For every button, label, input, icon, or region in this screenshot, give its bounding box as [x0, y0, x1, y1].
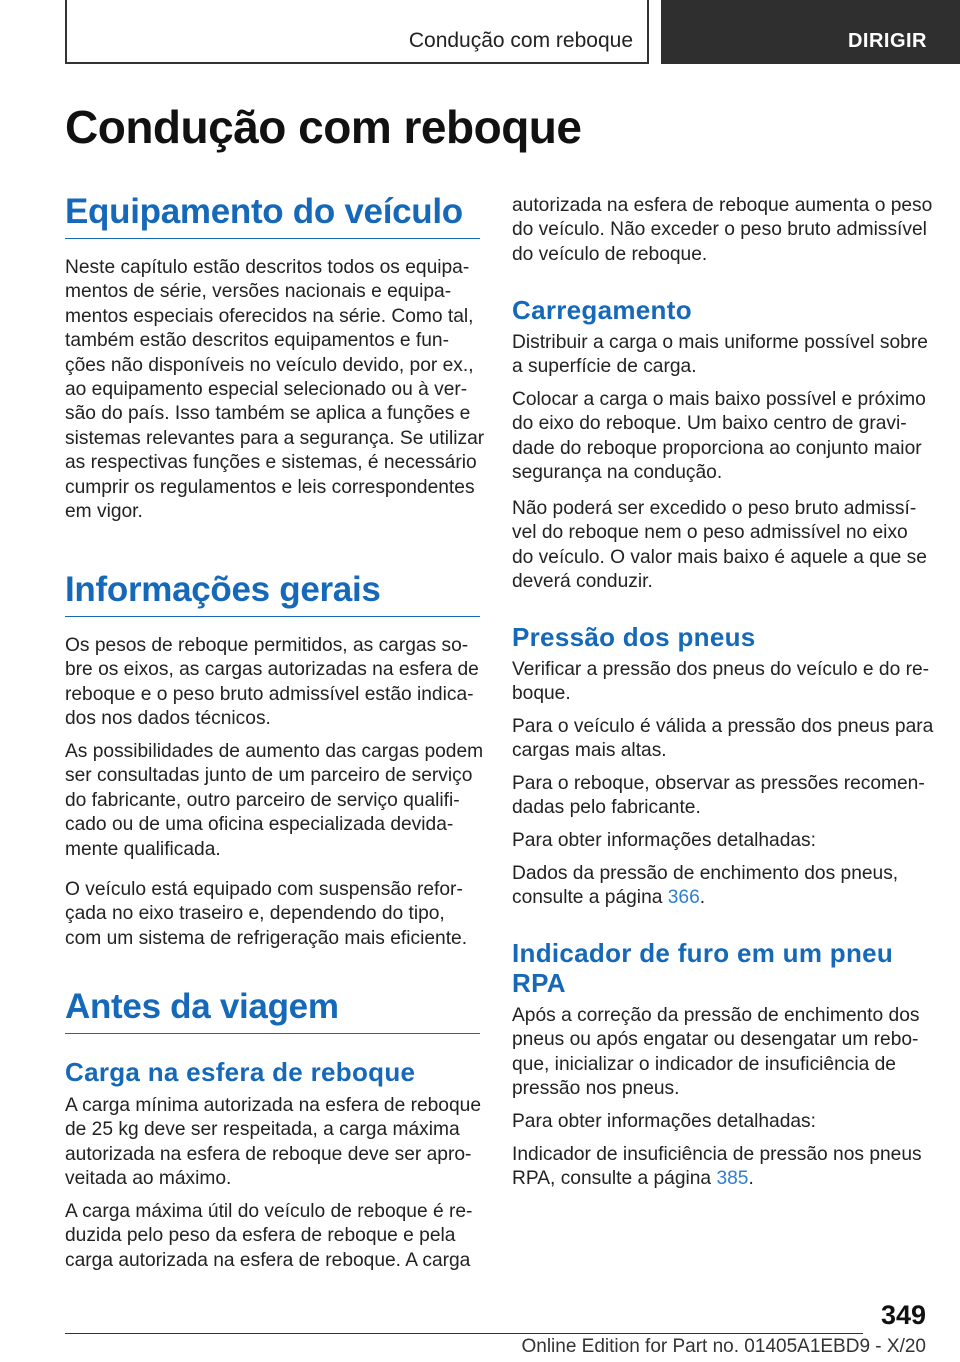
- text-line: Após a correção da pressão de enchimento dos: [512, 1005, 920, 1026]
- para-informacoes-2: [65, 740, 483, 862]
- text-line: carga autorizada na esfera de reboque. A carga: [65, 1249, 471, 1271]
- text-line: A carga mínima autorizada na esfera de reboque: [65, 1095, 481, 1116]
- heading-informacoes: Informações gerais: [65, 570, 480, 617]
- text-line: que, inicializar o indicador de insuficiência de: [512, 1053, 896, 1075]
- header-chapter-box: [65, 0, 649, 64]
- text-line: veitada ao máximo.: [65, 1168, 232, 1190]
- text-line: As possibilidades de aumento das cargas podem: [65, 741, 484, 762]
- text-line: dadas pelo fabricante.: [512, 797, 701, 819]
- text-line: vel do reboque nem o peso admissível no eixo: [512, 522, 908, 544]
- para-rpa-2: Para obter informações detalhadas:: [512, 1111, 816, 1132]
- text-line: cado ou de uma oficina especializada devida-: [65, 814, 454, 836]
- footer-edition: Online Edition for Part no. 01405A1EBD9 - X/20: [521, 1336, 926, 1357]
- para-rpa-3: Indicador de insuficiência de pressão nos pneus RPA, consulte a página 385.: [512, 1144, 922, 1190]
- para-continuation: [512, 194, 932, 267]
- para-carregamento-1: [512, 331, 928, 380]
- text-line: autorizada na esfera de reboque deve ser apro-: [65, 1143, 472, 1165]
- page-number: 349: [880, 1300, 926, 1330]
- text-line: cumprir os regulamentos e leis correspondentes: [65, 476, 475, 498]
- para-carga-2: [65, 1200, 472, 1273]
- text-line: pneus ou após engatar ou desengatar um rebo-: [512, 1029, 919, 1051]
- para-informacoes-3: [65, 878, 467, 951]
- text-line: Para o reboque, observar as pressões recomen-: [512, 773, 925, 794]
- text-line: autorizada na esfera de reboque aumenta o peso: [512, 195, 933, 216]
- text-line: duzida pelo peso da esfera de reboque e pela: [65, 1225, 456, 1247]
- text-line: Distribuir a carga o mais uniforme possível sobre: [512, 332, 928, 353]
- text-line: são do país. Isso também se aplica a funções e: [65, 403, 471, 425]
- chapter-title: Condução com reboque: [408, 29, 633, 52]
- text-line: Os pesos de reboque permitidos, as cargas so-: [65, 635, 469, 656]
- text-line: reboque e o peso bruto admissível estão indica-: [65, 683, 474, 705]
- para-pressao-4: Para obter informações detalhadas:: [512, 830, 816, 851]
- text-line: ções não disponíveis no veículo devido, por ex.,: [65, 354, 474, 376]
- text-line: mente qualificada.: [65, 838, 221, 860]
- para-pressao-1: [512, 658, 929, 707]
- text-line: mentos de série, versões nacionais e equipa-: [65, 281, 452, 303]
- heading-antes: Antes da viagem: [65, 987, 480, 1034]
- footer-rule: [65, 1333, 863, 1334]
- page-link-366[interactable]: 366: [667, 887, 700, 909]
- text-line: cargas mais altas.: [512, 740, 667, 762]
- heading-carregamento: Carregamento: [512, 295, 692, 325]
- text-line: boque.: [512, 683, 571, 705]
- text-line: de 25 kg deve ser respeitada, a carga máxima: [65, 1119, 460, 1141]
- para-carregamento-3: [512, 497, 927, 595]
- text-line: mentos especiais oferecidos na série. Como tal,: [65, 305, 474, 327]
- text-line: Para o veículo é válida a pressão dos pneus para: [512, 716, 934, 737]
- heading-equipamento: Equipamento do veículo: [65, 192, 480, 239]
- section-label: DIRIGIR: [847, 30, 927, 52]
- text-line: Não poderá ser excedido o peso bruto admissí-: [512, 498, 917, 519]
- text-line: do eixo do reboque. Um baixo centro de gravi-: [512, 413, 907, 435]
- text-line: Colocar a carga o mais baixo possível e próximo: [512, 389, 926, 410]
- text-line: O veículo está equipado com suspensão refor-: [65, 879, 463, 900]
- text-line: pressão nos pneus.: [512, 1078, 680, 1100]
- text-line: sistemas relevantes para a segurança. Se utilizar: [65, 427, 485, 449]
- para-carregamento-2: [512, 388, 926, 486]
- text-line: Neste capítulo estão descritos todos os equipa-: [65, 257, 470, 278]
- para-rpa-1: [512, 1004, 919, 1102]
- text-line: com um sistema de refrigeração mais eficiente.: [65, 927, 468, 949]
- header-section-tab: [661, 0, 960, 64]
- heading-rpa: Indicador de furo em um pneu RPA: [512, 938, 894, 998]
- text-line: a superfície de carga.: [512, 356, 697, 378]
- text-line: dos nos dados técnicos.: [65, 708, 271, 730]
- text-line: ser consultadas junto de um parceiro de serviço: [65, 765, 473, 787]
- heading-pressao: Pressão dos pneus: [512, 622, 756, 652]
- page-link-385[interactable]: 385: [716, 1168, 749, 1190]
- text-line: do veículo. Não exceder o peso bruto admissível: [512, 219, 927, 241]
- para-pressao-5: Dados da pressão de enchimento dos pneus, consulte a página 366.: [512, 863, 899, 909]
- text-line: do veículo de reboque.: [512, 243, 708, 265]
- text-line: segurança na condução.: [512, 462, 723, 484]
- para-informacoes-1: [65, 634, 479, 732]
- text-line: do fabricante, outro parceiro de serviço qualifi-: [65, 789, 460, 811]
- text-line: também estão descritos equipamentos e fun-: [65, 330, 449, 352]
- text-line: çada no eixo traseiro e, dependendo do tipo,: [65, 903, 445, 925]
- para-pressao-3: [512, 772, 925, 821]
- text-line: deverá conduzir.: [512, 571, 653, 593]
- text-line: as respectivas funções e sistemas, é necessário: [65, 452, 477, 474]
- text-line: A carga máxima útil do veículo de reboque é re-: [65, 1201, 473, 1222]
- text-line: Verificar a pressão dos pneus do veículo e do re-: [512, 659, 930, 680]
- text-line: ao equipamento especial selecionado ou à ver-: [65, 379, 468, 401]
- para-equipamento: [65, 256, 484, 524]
- para-carga-1: [65, 1094, 481, 1192]
- para-pressao-2: [512, 715, 933, 764]
- heading-carga-esfera: Carga na esfera de reboque: [65, 1057, 416, 1087]
- text-line: dade do reboque proporciona ao conjunto maior: [512, 437, 922, 459]
- text-line: bre os eixos, as cargas autorizadas na esfera de: [65, 659, 479, 681]
- text-line: do veículo. O valor mais baixo é aquele a que se: [512, 546, 927, 568]
- text-line: em vigor.: [65, 501, 143, 523]
- page-title: Condução com reboque: [65, 101, 582, 153]
